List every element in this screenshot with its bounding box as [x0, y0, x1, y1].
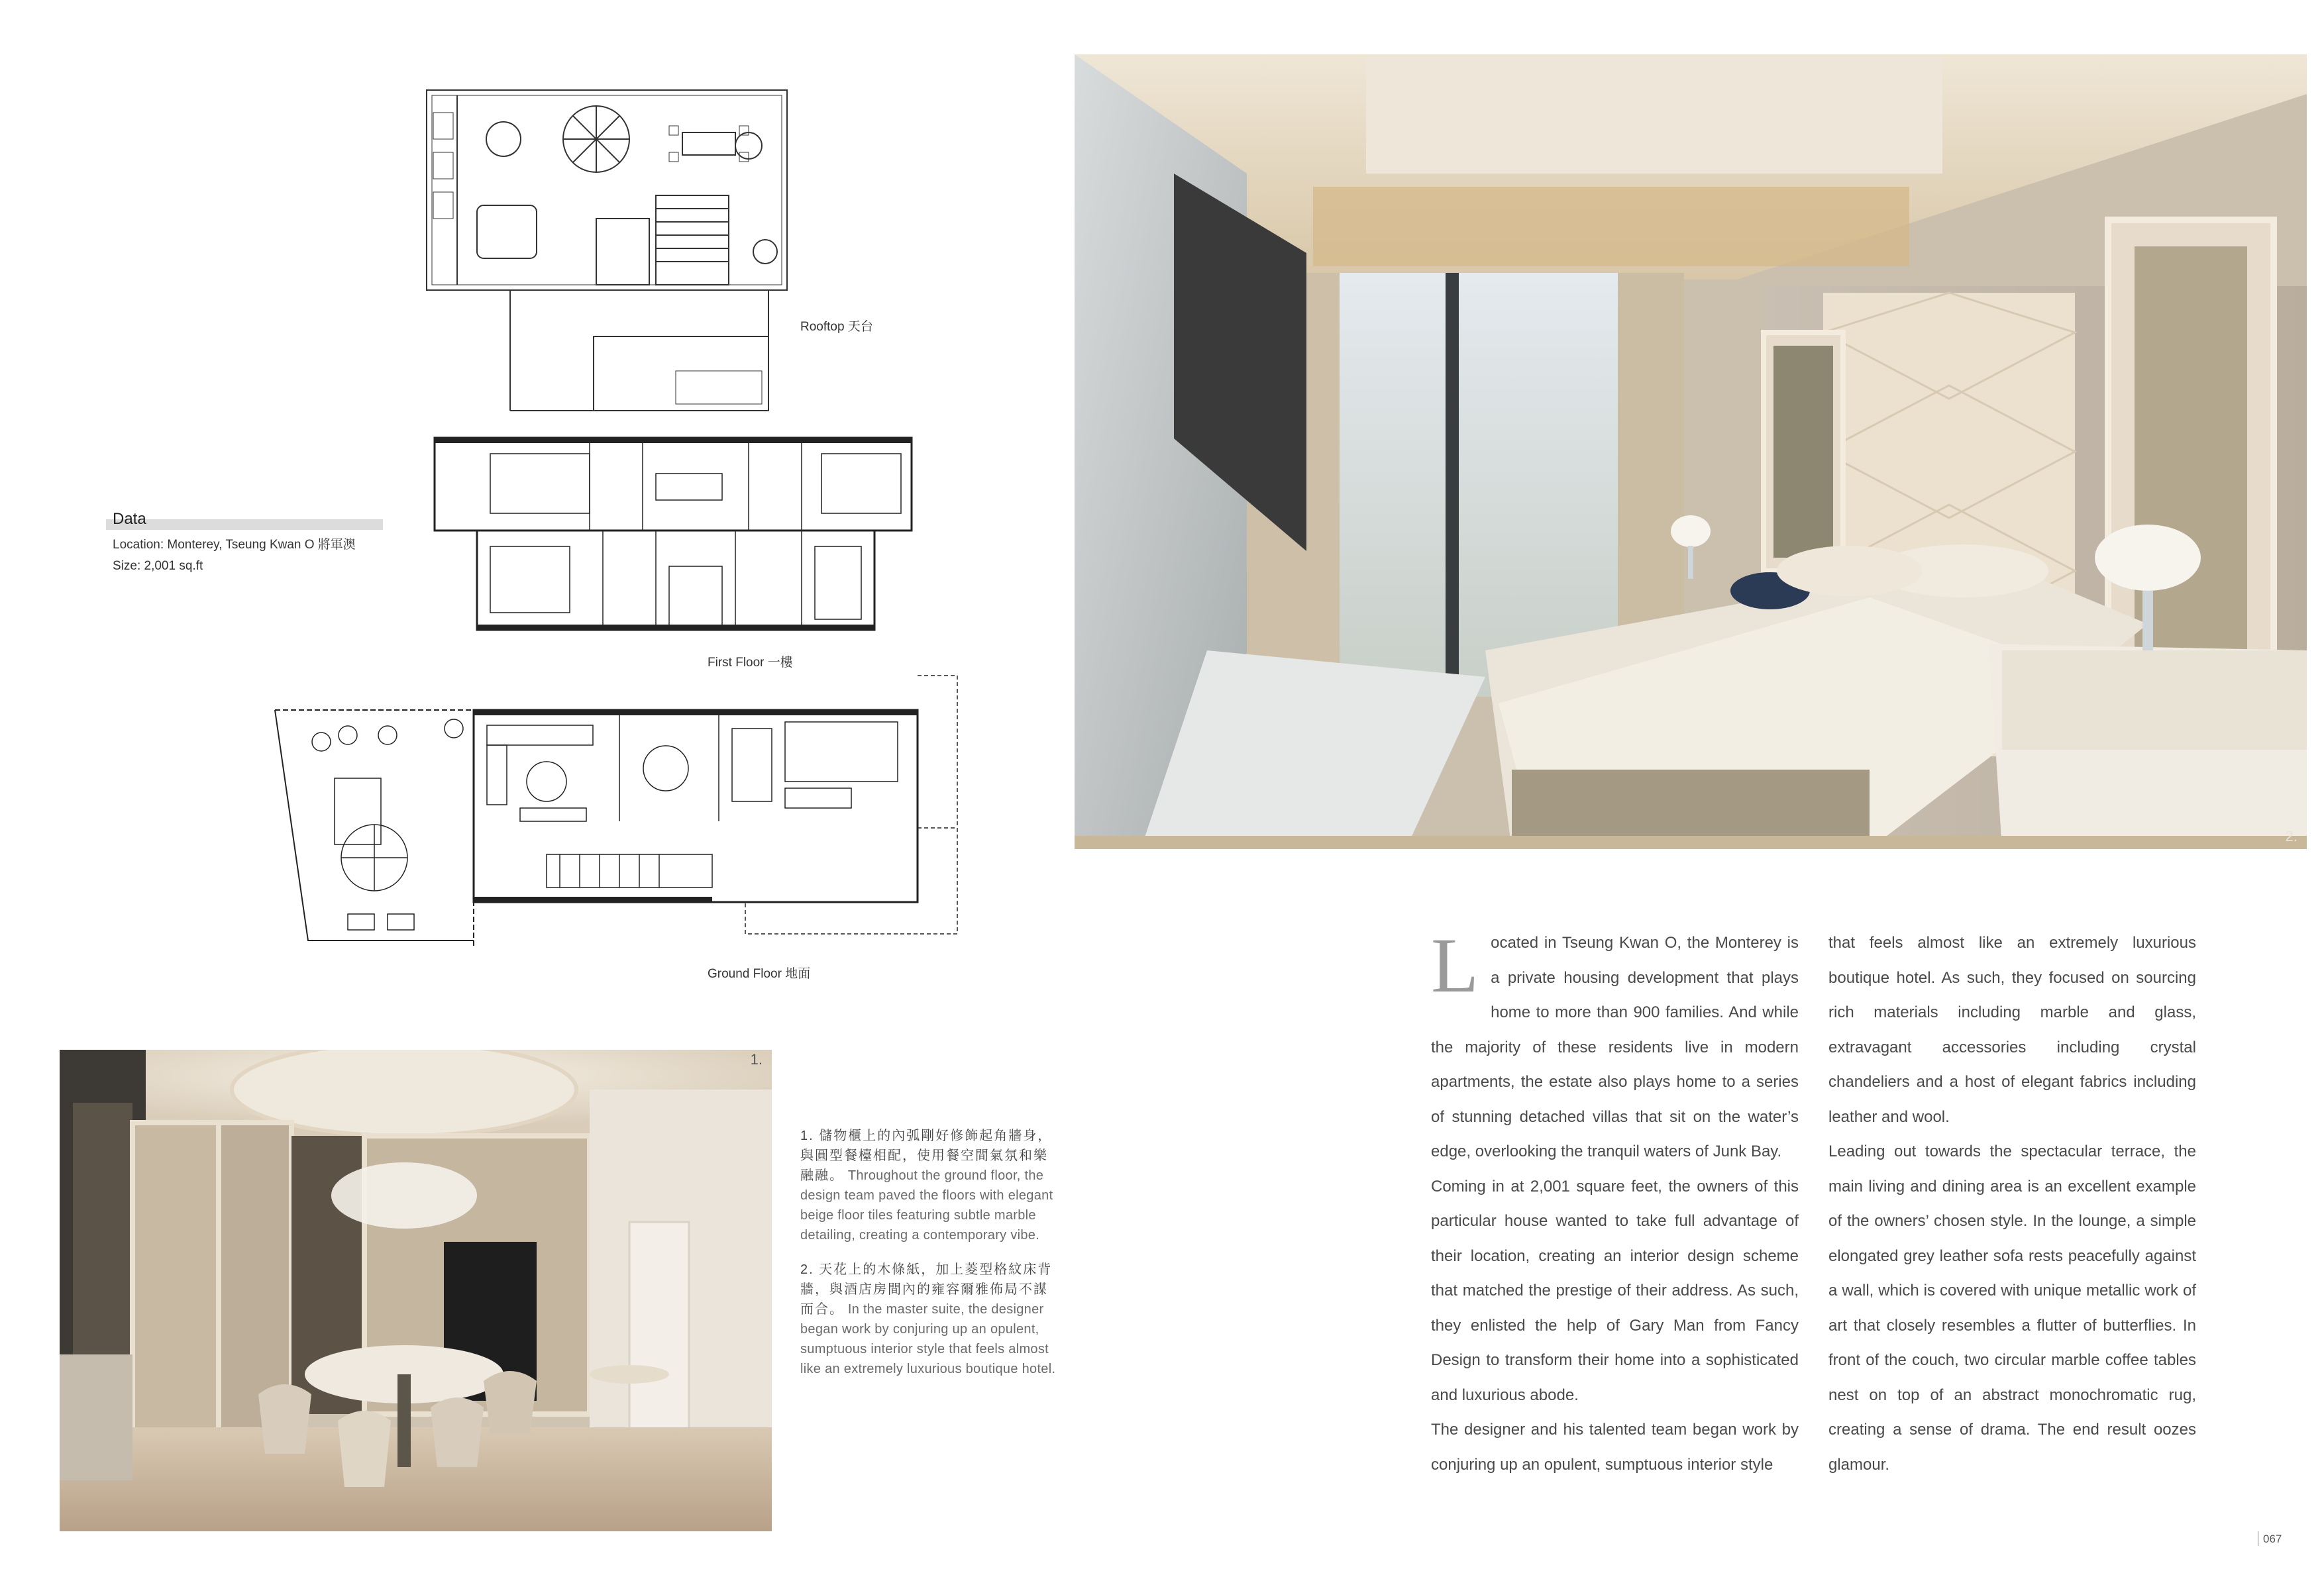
- article-col1-p3: The designer and his talented team began work by conjuring up an opulent, sumptuous interior style: [1431, 1421, 1799, 1474]
- article-col1-p2: Coming in at 2,001 square feet, the owners of this particular house wanted to take full advantage of their location, creating an interior design scheme that matched the prestige of their address. As such, they enlisted the help of Gary Man from Fancy Design to transform their home into a sophisticated and luxurious abode.: [1431, 1177, 1799, 1404]
- data-size: Size: 2,001 sq.ft: [113, 559, 203, 573]
- article-col2-p2: Leading out towards the spectacular terrace, the main living and dining area is an excellent example of the owners’ chosen style. In the lounge, a simple elongated grey leather sofa rests peacefully against a wall, which is covered with unique metallic work of art that closely resembles a flutter of butterflies. In front of the couch, two circular marble coffee tables nest on top of an abstract monochromatic rug, creating a sense of drama. The end result oozes glamour.: [1828, 1143, 2196, 1474]
- rooftop-label: Rooftop 天台: [800, 320, 873, 334]
- rooftop-plan: [424, 86, 795, 417]
- page-number: 067: [2263, 1533, 2282, 1545]
- data-title-bar: [106, 519, 383, 530]
- caption-2-en: In the master suite, the designer began work by conjuring up an opulent, sumptuous interior style that feels almost like an extremely luxurious boutique hotel.: [800, 1302, 1056, 1376]
- data-title: Data: [113, 510, 146, 528]
- article-col2-p1: that feels almost like an extremely luxurious boutique hotel. As such, they focused on sourcing rich materials including marble and glass, extravagant accessories including crystal chandeliers and a host of elegant fabrics including leather and wool.: [1828, 934, 2196, 1126]
- ground-floor-plan: [268, 662, 984, 947]
- first-floor-plan: [431, 434, 921, 639]
- bedroom-photo-number: 2.: [2285, 828, 2298, 844]
- caption-2-zh: 2. 天花上的木條紙，加上菱型格紋床背牆，與酒店房間內的雍容爾雅佈局不謀而合。: [800, 1262, 1053, 1317]
- dining-photo-number: 1.: [750, 1051, 763, 1068]
- article-column-1: [1431, 922, 1799, 1482]
- article-column-2: [1828, 926, 2196, 1482]
- first-floor-label: First Floor 一樓: [708, 656, 793, 670]
- caption-2: [800, 1260, 1059, 1379]
- dining-photo: [60, 1050, 772, 1531]
- article-col1-p1: ocated in Tseung Kwan O, the Monterey is a private housing development that plays home to more than 900 families. And while the majority of these residents live in modern apartments, the estate also plays home to a series of stunning detached villas that sit on the water’s edge, overlooking the tranquil waters of Junk Bay.: [1431, 934, 1799, 1160]
- ground-floor-label: Ground Floor 地面: [708, 967, 811, 981]
- bedroom-photo: [1075, 54, 2307, 849]
- caption-1: [800, 1126, 1059, 1245]
- photo-captions: [800, 1126, 1059, 1394]
- data-location: Location: Monterey, Tseung Kwan O 將軍澳: [113, 538, 356, 552]
- article-dropcap: L: [1431, 922, 1479, 1009]
- caption-1-en: Throughout the ground floor, the design team paved the floors with elegant beige floor tiles featuring subtle marble detailing, creating a contemporary vibe.: [800, 1168, 1053, 1243]
- caption-1-zh: 1. 儲物櫃上的內弧剛好修飾起角牆身，與圓型餐檯相配，使用餐空間氣氛和樂融融。: [800, 1129, 1053, 1183]
